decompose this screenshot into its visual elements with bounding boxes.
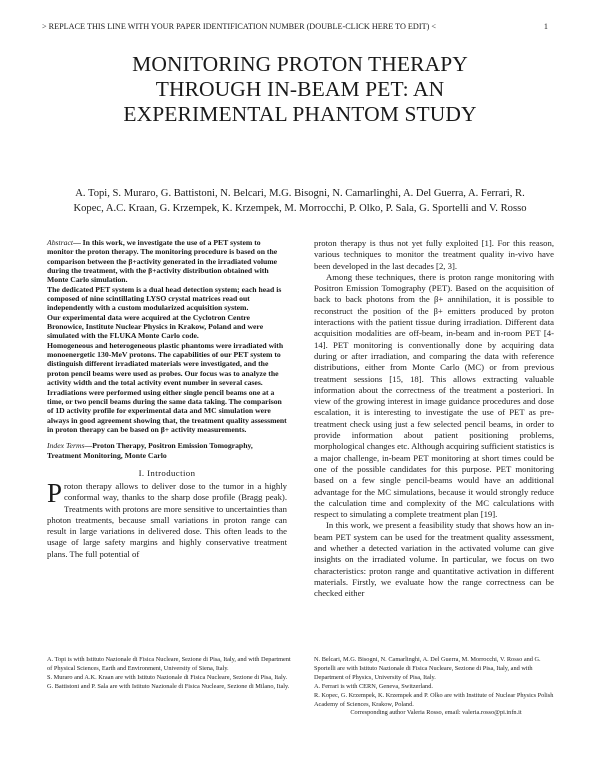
footnote-pisa-group: N. Belcari, M.G. Bisogni, N. Camarlinghi, A. Del Guerra, M. Morrocchi, V. Rosso and G. Sportelli are with Istituto Nazionale di Fisica Nucleare, Sezione di Pisa, Italy, and with Department of Physics, University of Pisa, Italy. — [314, 656, 541, 681]
affiliation-footnotes-right — [314, 656, 558, 718]
drop-cap: P — [47, 477, 63, 508]
page-number: 1 — [543, 22, 548, 31]
title-line-3: EXPERIMENTAL PHANTOM STUDY — [123, 102, 477, 126]
left-column — [47, 238, 287, 560]
body-paragraph-techniques: Among these techniques, there is proton range monitoring with Positron Emission Tomography (PET). Based on the acquisition of back to back photons from the β+ annihilation, it is possible to reconstruct the position of the β+ emitters produced by proton interactions with the patient tissue during irradiation. Different data acquisition modalities are off-beam, in-beam and in-room PET [4-14]. PET monitoring is conventionally done by acquiring data during or after irradiation, and comparing the data with reference distributions, either from Monte Carlo (MC) or from previous treatment sessions [15, 18]. This allows extracting valuable information about the correctness of the treatment a posteriori. In view of the growing interest in image guidance procedures and dose escalation, it is interesting to investigate the use of PET as pre-treatment check using just a few selected pencil beams, in order to provide information about patient positioning problems, morphological changes etc. Although acquiring sufficient statistics is a major challenge, in-beam PET monitoring at short times could be one of the possible candidates for this purpose. PET monitoring based on a few single pencil-beams would have an additional advantage for the MC simulations, because it would strongly reduce the calculation time and complexity of the MC calculations with respect to simulating a complete treatment plan [19]. — [314, 271, 554, 520]
footnote-corresponding-author[interactable]: Corresponding author Valeria Rosso, email: valeria.rosso@pi.infn.it — [350, 709, 522, 717]
body-paragraph-this-work: In this work, we present a feasibility study that shows how an in-beam PET system can be used for the treatment quality assessment, and whether a detected variation in the activated volume can give insights on the irradiated volume. In particular, we focus on two characteristics: proton range and quantitative activation in different materials. Firstly, we evaluate how the range correctness can be checked either — [314, 520, 554, 599]
index-terms — [47, 441, 287, 460]
continued-paragraph: proton therapy is thus not yet fully exploited [1]. For this reason, various techniques to monitor the treatment quality in-vivo have been developed in the last decades [2, 3]. — [314, 238, 554, 271]
right-column-body — [314, 238, 554, 600]
footnote-battistoni-sala: G. Battistoni and P. Sala are with Istituto Nazionale di Fisica Nucleare, Sezione di Milano, Italy. — [47, 682, 290, 690]
index-terms-text: —Proton Therapy, Positron Emission Tomography, Treatment Monitoring, Monte Carlo — [47, 441, 253, 460]
abstract-paragraph-2: The dedicated PET system is a dual head detection system; each head is composed of nine scintillating LYSO crystal matrices read out independently with a custom modularized acquisition system. — [47, 284, 282, 313]
abstract — [47, 238, 287, 434]
paper-title — [40, 52, 560, 127]
index-terms-label: Index Terms — [47, 441, 85, 451]
abstract-paragraph-4: Homogeneous and heterogeneous plastic phantoms were irradiated with monoenergetic 130-MeV protons. The capabilities of our PET system to distinguish different irradiated materials were investigated, and the proton pencil beams were used as probes. Our focus was to analyze the activity width and the total activity event number in several cases. Irradiations were performed using either single pencil beams one at a time, or two pencil beams during the same data taking. The comparison of 1D activity profile for experimental data and MC simulation were always in good agreement showing that, the treatment quality assessment in proton therapy can be based on β+ activity measurements. — [47, 340, 287, 434]
title-line-1: MONITORING PROTON THERAPY — [132, 52, 468, 76]
abstract-paragraph-3: Our experimental data were acquired at the Cyclotron Centre Bronowice, Institute Nuclear Physics in Krakow, Poland and were simulated with the FLUKA Monte Carlo code. — [47, 312, 264, 341]
abstract-paragraph-1: Abstract— In this work, we investigate the use of a PET system to monitor the proton therapy. The monitoring procedure is based on the comparison between the β+activity generated in the irradiated volume during the treatment, with the β+activity distribution obtained with Monte Carlo simulation. — [47, 238, 278, 285]
authors-line-2: Kopec, A.C. Kraan, G. Krzempek, K. Krzempek, M. Morrocchi, P. Olko, P. Sala, G. Sportelli and V. Rosso — [73, 203, 527, 214]
author-list — [40, 186, 560, 216]
running-header — [42, 22, 548, 34]
affiliation-footnotes-left — [47, 656, 291, 692]
section-heading-introduction: I. Introduction — [138, 467, 196, 478]
footnote-topi: A. Topi is with Istituto Nazionale di Fisica Nucleare, Sezione di Pisa, Italy, and with Department of Physical Sciences, Earth and Environment, University of Siena, Italy. — [47, 656, 291, 672]
footnote-muraro-kraan: S. Muraro and A.K. Kraan are with Istituto Nazionale di Fisica Nucleare, Sezione di Pisa, Italy. — [47, 673, 288, 681]
right-column — [314, 238, 554, 600]
title-line-2: THROUGH IN-BEAM PET: AN — [155, 77, 445, 101]
introduction-body — [47, 477, 287, 560]
introduction-paragraph-1: Proton therapy allows to deliver dose to the tumor in a highly conformal way, thanks to the sharp dose profile (Bragg peak). Treatments with protons are more sensitive to uncertainties than photon treatments, because small variations in proton range can result in large variations in delivered dose. This often leads to the usage of large safety margins and highly conservative treatment plans. The full potential of — [47, 477, 287, 559]
abstract-label: Abstract — [47, 238, 74, 247]
footnote-krakow-group: R. Kopec, G. Krzempek, K. Krzempek and P. Olko are with Institute of Nuclear Physics Polish Academy of Sciences, Krakow, Poland. — [314, 691, 554, 708]
paper-id-placeholder[interactable]: > REPLACE THIS LINE WITH YOUR PAPER IDENTIFICATION NUMBER (DOUBLE-CLICK HERE TO EDIT) < — [42, 22, 436, 31]
authors-line-1: A. Topi, S. Muraro, G. Battistoni, N. Belcari, M.G. Bisogni, N. Camarlinghi, A. Del Guerra, A. Ferrari, R. — [75, 188, 525, 199]
footnote-ferrari: A. Ferrari is with CERN, Geneva, Switzerland. — [314, 682, 433, 690]
